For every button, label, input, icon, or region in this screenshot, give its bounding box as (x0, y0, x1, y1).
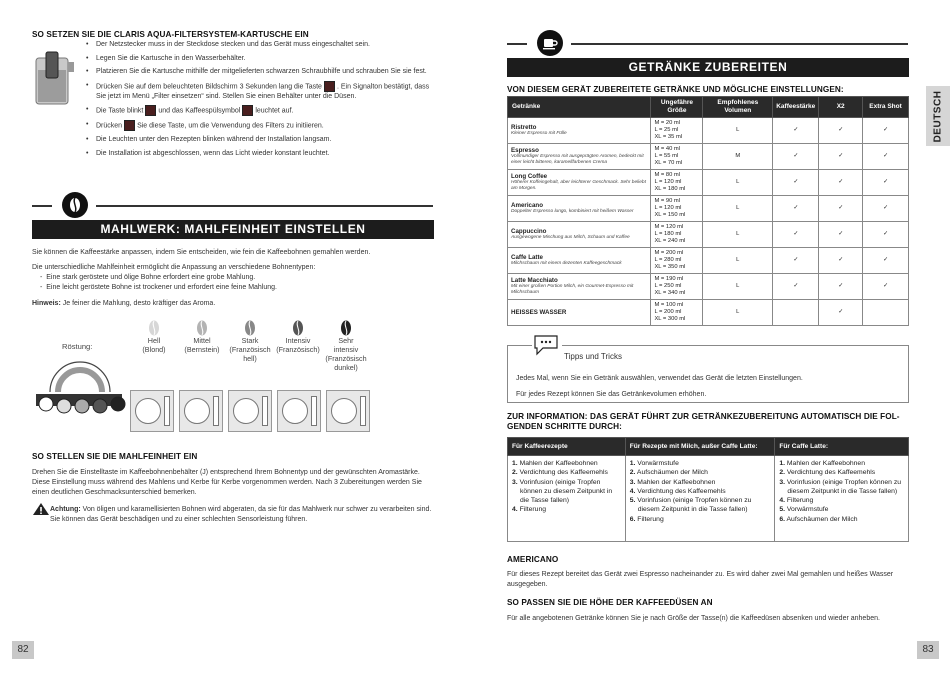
claris-step-6 (86, 120, 436, 131)
beverage-size: M = 100 ml (654, 302, 684, 308)
strong-bean-icon (244, 320, 256, 336)
start-key-icon (124, 120, 135, 131)
x2-check: ✓ (819, 170, 863, 196)
steps-col-coffee (508, 456, 626, 542)
step-text: Filterung (519, 506, 547, 514)
beverage-name-cell (508, 222, 651, 248)
beverage-size: XL = 350 ml (654, 264, 686, 270)
steps-header-latte: Für Caffe Latte: (775, 438, 909, 456)
claris-step-4 (86, 81, 436, 102)
beverage-size: XL = 35 ml (654, 134, 683, 140)
beverage-size: M = 120 ml (654, 224, 684, 230)
claris-step: • Die Installation ist abgeschlossen, wenn das Licht wieder konstant leuchtet. (86, 149, 436, 159)
step-number: 1. (629, 460, 636, 467)
beverage-name-cell (508, 170, 651, 196)
beverage-size: L = 250 ml (654, 283, 682, 289)
step-item (779, 496, 904, 505)
beverage-row (508, 300, 909, 326)
height-title: SO PASSEN SIE DIE HÖHE DER KAFFEEDÜSEN AN (507, 598, 713, 607)
strength-check: ✓ (773, 196, 819, 222)
beverage-description: Mit einer großen Portion Milch, ein Gourmet-Espresso mit Milchschaum (511, 284, 634, 295)
section-rule (32, 205, 52, 207)
step-text: Mahlen der Kaffeebohnen (637, 478, 716, 486)
step-text: Sie diese Taste, um die Verwendung des Filters zu initiieren. (137, 122, 324, 130)
height-paragraph: Für alle angebotenen Getränke können Sie je nach Größe der Tasse(n) die Kaffeedüsen absenken und wieder anheben. (507, 615, 880, 622)
roast-level-intense (276, 320, 320, 380)
claris-step: • Platzieren Sie die Kartusche mithilfe der mitgelieferten schwarzen Schraubhilfe und schrauben Sie sie fest. (86, 67, 436, 77)
beverage-sizes-cell (651, 222, 703, 248)
medium-bean-icon (196, 320, 208, 336)
roast-level-light (132, 320, 176, 380)
roast-diagram (32, 316, 437, 436)
section-rule (96, 205, 433, 207)
beverage-volume: L (703, 300, 773, 326)
roast-level-label: Intensiv (Französisch) (276, 336, 320, 354)
beverage-description: Milchschaum mit einem dezenten Kaffeegeschmack (511, 261, 622, 267)
light-bean-icon (148, 320, 160, 336)
beverage-size: M = 90 ml (654, 198, 681, 204)
steps-header-coffee: Für Kaffeerezepte (508, 438, 626, 456)
adjust-paragraph: Drehen Sie die Einstelltaste im Kaffeebohnenbehälter (J) entsprechend Ihrem Bohnentyp und der gewünschten Aromastärke. Diese Einstellung muss während des Mahlens und Kerbe für Kerbe vorgenommen werden. Nach 3 Zubereitungen werden Sie einen deutlichen Geschmacksunterschied bemerken. (32, 469, 422, 496)
beverage-volume: L (703, 196, 773, 222)
grind-settings-row (130, 390, 370, 432)
step-text: Vorwärmstufe (786, 506, 829, 514)
grind-setting-2 (179, 390, 223, 432)
step-text: Verdichtung des Kaffeemehls (519, 469, 608, 477)
step-text: Verdichtung des Kaffeemehls (786, 469, 876, 477)
step-item (630, 487, 771, 496)
steps-list-coffee (512, 459, 621, 515)
blinking-key-icon (145, 105, 156, 116)
step-item (779, 459, 904, 468)
grind-banner: MAHLWERK: MAHLFEINHEIT EINSTELLEN (32, 220, 434, 239)
step-item (512, 478, 621, 506)
extra-shot-check (863, 300, 909, 326)
beverage-sizes-cell (651, 170, 703, 196)
step-number: 3. (629, 478, 636, 486)
strength-check (773, 300, 819, 326)
extra-shot-check: ✓ (863, 222, 909, 248)
beverage-name: Caffe Latte (511, 254, 543, 262)
step-item (630, 478, 771, 487)
extra-shot-check: ✓ (863, 196, 909, 222)
section-rule (507, 43, 527, 45)
step-text: Vorinfusion (einige Tropfen können zu diesem Zeitpunkt in die Tasse fallen) (786, 478, 902, 495)
step-number: 6. (629, 515, 636, 523)
beverage-description: Vollmundiger Espresso mit ausgeprägten Aromen, bedeckt mit einer leicht bitteren, karamellfarbenen Crema (511, 154, 644, 165)
beverage-row (508, 274, 909, 300)
roast-label: Röstung: (62, 342, 93, 351)
beverage-size: XL = 150 ml (654, 212, 686, 218)
step-text: leuchtet auf. (255, 107, 294, 115)
tips-paragraph-2: Für jedes Rezept können Sie das Getränkevolumen erhöhen. (516, 391, 707, 398)
strength-check: ✓ (773, 170, 819, 196)
coffee-cup-icon (537, 30, 563, 56)
step-text: Vorwärmstufe (637, 460, 679, 467)
beverage-name: Ristretto (511, 124, 537, 132)
grind-setting-1 (130, 390, 174, 432)
step-text: Aufschäumen der Milch (786, 515, 858, 523)
warning (50, 505, 434, 525)
grind-setting-4 (277, 390, 321, 432)
step-item (779, 468, 904, 477)
beverage-volume: L (703, 170, 773, 196)
step-text: Vorinfusion (einige Tropfen können zu diesem Zeitpunkt in die Tasse fallen) (637, 497, 752, 514)
beverage-size: L = 200 ml (654, 309, 682, 315)
beverage-size: M = 40 ml (654, 146, 681, 152)
step-number: 1. (512, 460, 518, 467)
step-number: 5. (779, 506, 785, 514)
step-number: 3. (779, 478, 785, 486)
beverage-table-header (508, 97, 909, 118)
page-number-right: 83 (917, 641, 939, 659)
extra-shot-check: ✓ (863, 248, 909, 274)
beverage-description: Ausgewogene Mischung aus Milch, Schaum und Kaffee (511, 235, 630, 241)
beverage-name: HEISSES WASSER (511, 309, 567, 316)
claris-step: • Legen Sie die Kartusche in den Wasserbehälter. (86, 54, 436, 64)
roast-level-label: Sehr intensiv (Französisch dunkel) (325, 336, 367, 372)
roast-level-label: Mittel (Bernstein) (184, 336, 220, 354)
coffee-rinse-icon (242, 105, 253, 116)
step-number: 2. (629, 469, 636, 477)
step-text: Mahlen der Kaffeebohnen (786, 460, 865, 467)
beverage-volume: M (703, 144, 773, 170)
hint-label: Hinweis: (32, 300, 61, 307)
roast-level-label: Stark (Französisch hell) (229, 336, 271, 363)
step-text: Filterung (637, 515, 664, 523)
extra-shot-check: ✓ (863, 274, 909, 300)
very-intense-bean-icon (340, 320, 352, 336)
filter-device-illustration (32, 50, 76, 108)
grinder-dial-illustration (32, 352, 128, 416)
step-text: . Ein Signalton bestätigt, dass Sie jetzt im Menü „Filter einsetzen“ sind. Stellen Sie einen Behälter unter die Düsen. (96, 82, 430, 100)
beverage-size: XL = 70 ml (654, 160, 683, 166)
beverage-size: L = 280 ml (654, 257, 682, 263)
beverage-size: L = 25 ml (654, 127, 679, 133)
hint (32, 299, 434, 309)
x2-check: ✓ (819, 196, 863, 222)
language-tab-label: DEUTSCH (932, 90, 944, 142)
grind-paragraph-2: Die unterschiedliche Mahlfeinheit ermöglicht die Anpassung an verschiedene Bohnentypen: (32, 264, 316, 271)
step-number: 2. (512, 469, 518, 477)
x2-check: ✓ (819, 274, 863, 300)
beverage-volume: L (703, 118, 773, 144)
step-text: Filterung (786, 497, 814, 505)
beverage-size: M = 20 ml (654, 120, 681, 126)
beverages-banner: GETRÄNKE ZUBEREITEN (507, 58, 909, 77)
beverage-size: XL = 340 ml (654, 290, 686, 296)
step-item (779, 478, 904, 497)
beverage-sizes-cell (651, 144, 703, 170)
tips-title: Tipps und Tricks (564, 352, 622, 361)
beverage-name: Americano (511, 202, 543, 210)
steps-list-milk (630, 459, 771, 524)
claris-title: SO SETZEN SIE DIE CLARIS AQUA-FILTERSYSTEM-KARTUSCHE EIN (32, 30, 309, 39)
warning-text: Von öligen und karamellisierten Bohnen wird abgeraten, da sie für das Mahlwerk nur schwer zu verarbeiten sind. Sie können das Gerät beschädigen und zu einer schlechten Sensorleistung führen. (50, 506, 432, 523)
step-number: 5. (629, 497, 636, 505)
grind-bullet-1: - Eine stark geröstete und ölige Bohne erfordert eine grobe Mahlung. (40, 274, 256, 281)
steps-col-milk (625, 456, 775, 542)
beverage-name-cell (508, 144, 651, 170)
col-header-extra-shot: Extra Shot (863, 97, 909, 118)
strength-check: ✓ (773, 222, 819, 248)
step-number: 6. (779, 515, 785, 523)
beverage-name-cell (508, 118, 651, 144)
x2-check: ✓ (819, 222, 863, 248)
warning-label: Achtung: (50, 506, 81, 513)
tips-paragraph-1: Jedes Mal, wenn Sie ein Getränk auswählen, verwendet das Gerät die letzten Einstellungen. (516, 375, 803, 382)
step-item (630, 496, 771, 515)
beverage-row (508, 248, 909, 274)
step-item (512, 505, 621, 514)
steps-col-latte (775, 456, 909, 542)
roast-level-medium (180, 320, 224, 380)
beverage-size: M = 190 ml (654, 276, 684, 282)
beverage-table-title: VON DIESEM GERÄT ZUBEREITETE GETRÄNKE UND MÖGLICHE EINSTELLUNGEN: (507, 85, 844, 94)
step-item (779, 515, 904, 524)
beverage-description: Kleiner Espresso mit Fülle (511, 131, 567, 137)
step-number: 4. (779, 497, 785, 505)
strength-check: ✓ (773, 274, 819, 300)
extra-shot-check: ✓ (863, 144, 909, 170)
beverage-sizes-cell (651, 248, 703, 274)
right-page (475, 0, 950, 674)
beverage-size: L = 55 ml (654, 153, 679, 159)
hint-text: Je feiner die Mahlung, desto kräftiger das Aroma. (60, 300, 216, 307)
bullet-text: Eine stark geröstete und ölige Bohne erfordert eine grobe Mahlung. (46, 274, 256, 281)
beverage-sizes-cell (651, 300, 703, 326)
roast-level-very-intense (324, 320, 368, 380)
step-text: Verdichtung des Kaffeemehls (637, 487, 726, 495)
beverage-name: Cappuccino (511, 228, 547, 236)
col-header-beverage: Getränke (508, 97, 651, 118)
x2-check: ✓ (819, 118, 863, 144)
col-header-volume: Empfohlenes Volumen (703, 97, 773, 118)
beverage-sizes-cell (651, 274, 703, 300)
step-item (779, 505, 904, 514)
page-number-left: 82 (12, 641, 34, 659)
filter-key-icon (324, 81, 335, 92)
strength-check: ✓ (773, 118, 819, 144)
steps-table-header (508, 438, 909, 456)
steps-row (508, 456, 909, 542)
beverage-sizes-cell (651, 196, 703, 222)
beverage-volume: L (703, 274, 773, 300)
beverage-size: M = 200 ml (654, 250, 684, 256)
x2-check: ✓ (819, 144, 863, 170)
beverage-table (507, 96, 909, 326)
step-number: 3. (512, 478, 518, 486)
grind-setting-3 (228, 390, 272, 432)
beverage-row (508, 222, 909, 248)
strength-check: ✓ (773, 248, 819, 274)
beverage-row (508, 144, 909, 170)
step-item (512, 459, 621, 468)
step-item (630, 468, 771, 477)
language-tab (926, 86, 950, 146)
beverage-size: L = 180 ml (654, 231, 682, 237)
claris-step: • Die Leuchten unter den Rezepten blinken während der Installation langsam. (86, 135, 436, 145)
beverage-size: M = 80 ml (654, 172, 681, 178)
col-header-x2: X2 (819, 97, 863, 118)
info-title: ZUR INFORMATION: DAS GERÄT FÜHRT ZUR GETRÄNKEZUBEREITUNG AUTOMATISCH DIE FOL-GENDEN SCHRITTE DURCH: (507, 412, 900, 431)
step-item (630, 515, 771, 524)
claris-step-5 (86, 105, 436, 116)
step-text: Vorinfusion (einige Tropfen können zu diesem Zeitpunkt in die Tasse fallen) (519, 478, 613, 505)
x2-check: ✓ (819, 248, 863, 274)
extra-shot-check: ✓ (863, 118, 909, 144)
beverage-row (508, 170, 909, 196)
step-item (512, 468, 621, 477)
beverage-name-cell (508, 196, 651, 222)
roast-level-strong (228, 320, 272, 380)
beverage-name: Long Coffee (511, 173, 548, 181)
speech-bubble-icon (532, 334, 562, 358)
beverage-name-cell (508, 300, 651, 326)
beverage-volume: L (703, 248, 773, 274)
step-number: 1. (779, 460, 785, 467)
beverage-volume: L (703, 222, 773, 248)
adjust-title: SO STELLEN SIE DIE MAHLFEINHEIT EIN (32, 452, 198, 461)
warning-icon (32, 502, 50, 516)
step-text: Drücken Sie auf dem beleuchteten Bildschirm 3 Sekunden lang die Taste (96, 82, 322, 90)
americano-title: AMERICANO (507, 555, 559, 564)
step-number: 2. (779, 469, 785, 477)
beverage-row (508, 196, 909, 222)
roast-levels (132, 320, 368, 380)
steps-header-milk: Für Rezepte mit Milch, außer Caffe Latte: (625, 438, 775, 456)
roast-level-label: Hell (Blond) (142, 336, 166, 354)
steps-list-latte (779, 459, 904, 524)
beverage-description: Doppelter Espresso lungo, kombiniert mit heißem Wasser (511, 209, 634, 215)
beverage-row (508, 118, 909, 144)
step-text: Aufschäumen der Milch (636, 469, 708, 477)
beverage-size: XL = 300 ml (654, 316, 686, 322)
beverage-name-cell (508, 274, 651, 300)
tips-box (507, 345, 909, 403)
bullet-text: Eine leicht geröstete Bohne ist trockener und erfordert eine feine Mahlung. (46, 284, 277, 291)
claris-step: • Der Netzstecker muss in der Steckdose stecken und das Gerät muss eingeschaltet sein. (86, 40, 436, 50)
beverage-size: L = 120 ml (654, 205, 682, 211)
coffee-bean-icon (62, 192, 88, 218)
beverage-name: Espresso (511, 147, 539, 155)
beverage-size: XL = 240 ml (654, 238, 686, 244)
step-text: Die Taste blinkt (96, 107, 144, 115)
col-header-strength: Kaffeestärke (773, 97, 819, 118)
beverage-description: Höherer Koffeingehalt, aber leichterer Geschmack. Sehr beliebt am Morgen. (511, 180, 646, 191)
steps-table (507, 437, 909, 542)
beverage-name-cell (508, 248, 651, 274)
intense-bean-icon (292, 320, 304, 336)
step-number: 4. (512, 506, 518, 514)
col-header-size: Ungefähre Größe (651, 97, 703, 118)
extra-shot-check: ✓ (863, 170, 909, 196)
step-text: und das Kaffeespülsymbol (158, 107, 241, 115)
strength-check: ✓ (773, 144, 819, 170)
section-rule (571, 43, 908, 45)
claris-steps-list (86, 40, 436, 162)
beverage-size: L = 120 ml (654, 179, 682, 185)
beverage-name: Latte Macchiato (511, 277, 558, 285)
step-number: 4. (629, 487, 636, 495)
step-text: Drücken (96, 122, 123, 130)
beverage-sizes-cell (651, 118, 703, 144)
beverage-size: XL = 180 ml (654, 186, 686, 192)
x2-check: ✓ (819, 300, 863, 326)
americano-paragraph: Für dieses Rezept bereitet das Gerät zwei Espresso nacheinander zu. Es wird daher zwei Mal gemahlen und heißes Wasser ausgegeben. (507, 571, 894, 588)
grind-setting-5 (326, 390, 370, 432)
grind-bullet-2: - Eine leicht geröstete Bohne ist trockener und erfordert eine feine Mahlung. (40, 284, 277, 291)
grind-paragraph-1: Sie können die Kaffeestärke anpassen, indem Sie entscheiden, wie fein die Kaffeebohnen gemahlen werden. (32, 249, 371, 256)
step-item (630, 459, 771, 468)
step-text: Mahlen der Kaffeebohnen (519, 460, 598, 467)
